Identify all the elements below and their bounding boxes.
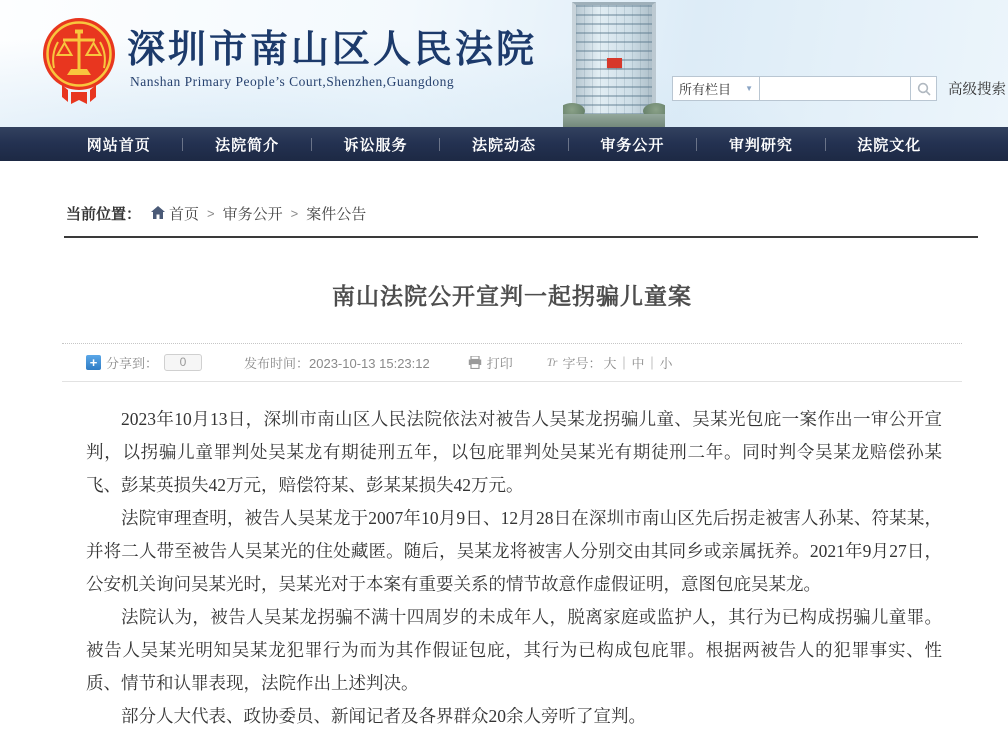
search-input[interactable] <box>760 76 910 101</box>
breadcrumb-item-home[interactable]: 首页 <box>169 206 200 223</box>
nav-item-court-news[interactable]: 法院动态 <box>471 136 536 154</box>
search-bar <box>672 76 1006 101</box>
breadcrumb-separator: > <box>207 206 215 221</box>
breadcrumb-item-judicial-openness[interactable]: 审务公开 <box>222 206 283 223</box>
chevron-down-icon: ▼ <box>745 84 753 93</box>
breadcrumb-item-case-announcements[interactable]: 案件公告 <box>306 206 367 223</box>
nav-item-judicial-openness[interactable]: 审务公开 <box>600 136 665 154</box>
share-label: 分享到： <box>106 356 159 371</box>
article-paragraph: 法院审理查明，被告人吴某龙于2007年10月9日、12月28日在深圳市南山区先后拐走被害人孙某、符某某，并将二人带至被告人吴某光的住处藏匿。随后，吴某龙将被害人分别交由其同乡或亲属抚养。2021年9月27日，公安机关询问吴某光时，吴某光对于本案有重要关系的情节故意作虚假证明，意图包庇吴某龙。 <box>86 508 942 594</box>
breadcrumb-label: 当前位置： <box>66 206 142 223</box>
print-button[interactable] <box>468 353 513 372</box>
search-icon <box>917 82 931 96</box>
search-button[interactable] <box>910 76 937 101</box>
nav-item-court-intro[interactable]: 法院简介 <box>215 136 280 154</box>
breadcrumb-separator: > <box>290 206 299 221</box>
advanced-search-link[interactable]: 高级搜索 <box>948 82 1006 98</box>
font-size-label: 字号： <box>562 356 602 371</box>
article-paragraph: 法院认为，被告人吴某龙拐骗不满十四周岁的未成年人，脱离家庭或监护人，其行为已构成拐骗儿童罪。被告人吴某光明知吴某龙犯罪行为而为其作假证包庇，其行为已构成包庇罪。根据两被告人的犯罪事实、性质、情节和认罪表现，法院作出上述判决。 <box>86 607 942 693</box>
site-header <box>0 0 1008 127</box>
printer-icon <box>468 356 482 372</box>
font-size-control <box>547 353 674 372</box>
court-emblem-icon <box>38 12 120 110</box>
main-navigation <box>0 127 1008 161</box>
search-category-dropdown[interactable] <box>672 76 760 101</box>
court-emblem-logo <box>38 12 120 110</box>
publish-time: 发布时间：2023-10-13 15:23:12 <box>244 356 430 371</box>
breadcrumb <box>64 203 978 238</box>
article-paragraph: 部分人大代表、政协委员、新闻记者及各界群众20余人旁听了宣判。 <box>121 706 646 726</box>
courthouse-base <box>563 114 665 127</box>
site-subtitle: Nanshan Primary People’s Court,Shenzhen,Guangdong <box>130 74 455 89</box>
nav-item-litigation-services[interactable]: 诉讼服务 <box>343 136 408 154</box>
home-icon <box>151 206 165 223</box>
article-body <box>62 382 962 733</box>
nav-item-court-culture[interactable]: 法院文化 <box>857 136 922 154</box>
courthouse-photo <box>563 0 665 127</box>
article-title: 南山法院公开宣判一起拐骗儿童案 <box>332 283 692 309</box>
nav-item-home[interactable]: 网站首页 <box>86 136 151 154</box>
search-category-value: 所有栏目 <box>679 82 732 97</box>
red-flag <box>607 58 622 68</box>
nav-item-trial-research[interactable]: 审判研究 <box>728 136 793 154</box>
article-meta-bar <box>62 343 962 382</box>
font-size-icon: Tr <box>546 355 558 369</box>
share-icon[interactable]: + <box>86 355 101 370</box>
print-label: 打印 <box>486 356 513 371</box>
article-paragraph: 2023年10月13日，深圳市南山区人民法院依法对被告人吴某龙拐骗儿童、吴某光包庇一案作出一审公开宣判，以拐骗儿童罪判处吴某龙有期徒刑五年，以包庇罪判处吴某光有期徒刑二年。同时判令吴某龙赔偿孙某飞、彭某英损失42万元，赔偿符某、彭某某损失42万元。 <box>86 409 942 495</box>
article <box>62 278 962 733</box>
font-size-options[interactable]: 大｜中｜小 <box>603 356 674 371</box>
share-count-badge[interactable]: 0 <box>164 354 202 371</box>
site-title: 深圳市南山区人民法院 <box>127 29 538 71</box>
share-widget <box>86 353 202 372</box>
